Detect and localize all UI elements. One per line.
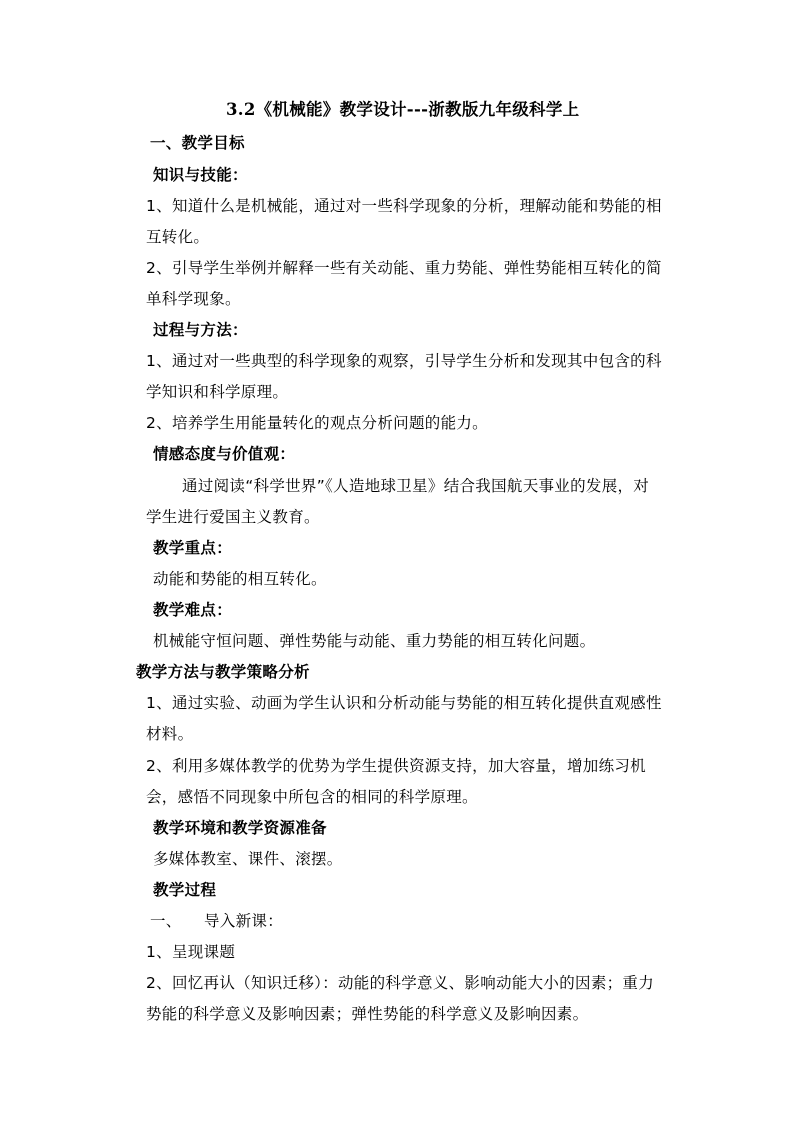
difficulty-heading: 教学难点： bbox=[153, 601, 233, 619]
knowledge-item-1-line-1: 1、知道什么是机械能，通过对一些科学现象的分析，理解动能和势能的相 bbox=[146, 197, 662, 215]
knowledge-item-2-line-1: 2、引导学生举例并解释一些有关动能、重力势能、弹性势能相互转化的简 bbox=[146, 259, 662, 277]
environment-heading: 教学环境和教学资源准备 bbox=[153, 819, 327, 837]
process-item-2: 2、培养学生用能量转化的观点分析问题的能力。 bbox=[146, 414, 488, 432]
difficulty-text: 机械能守恒问题、弹性势能与动能、重力势能的相互转化问题。 bbox=[153, 632, 596, 650]
process-heading: 过程与方法： bbox=[153, 321, 248, 339]
process-item-1-line-1: 1、通过对一些典型的科学现象的观察，引导学生分析和发现其中包含的科 bbox=[146, 352, 662, 370]
intro-text: 导入新课： bbox=[204, 912, 284, 930]
environment-text: 多媒体教室、课件、滚摆。 bbox=[153, 850, 343, 868]
process-item-1-line-2: 学知识和科学原理。 bbox=[146, 383, 289, 401]
intro-number: 一、 bbox=[150, 912, 182, 930]
emotion-text-line-1: 通过阅读“科学世界”《人造地球卫星》结合我国航天事业的发展，对 bbox=[182, 477, 650, 495]
method-item-2-line-2: 会，感悟不同现象中所包含的相同的科学原理。 bbox=[146, 788, 478, 806]
step-2-line-1: 2、回忆再认（知识迁移）：动能的科学意义、影响动能大小的因素；重力 bbox=[146, 974, 655, 992]
teaching-process-heading: 教学过程 bbox=[153, 881, 217, 899]
method-item-1-line-2: 材料。 bbox=[146, 725, 194, 743]
step-2-line-2: 势能的科学意义及影响因素；弹性势能的科学意义及影响因素。 bbox=[146, 1005, 589, 1023]
emotion-heading: 情感态度与价值观： bbox=[153, 445, 296, 463]
emotion-text-line-2: 学生进行爱国主义教育。 bbox=[146, 508, 320, 526]
document-title: 3.2《机械能》教学设计---浙教版九年级科学上 bbox=[226, 100, 580, 119]
objectives-heading: 一、教学目标 bbox=[150, 134, 245, 152]
key-point-heading: 教学重点： bbox=[153, 539, 233, 557]
key-point-text: 动能和势能的相互转化。 bbox=[153, 570, 327, 588]
method-item-1-line-1: 1、通过实验、动画为学生认识和分析动能与势能的相互转化提供直观感性 bbox=[146, 694, 662, 712]
knowledge-item-1-line-2: 互转化。 bbox=[146, 228, 210, 246]
knowledge-item-2-line-2: 单科学现象。 bbox=[146, 290, 241, 308]
step-1: 1、呈现课题 bbox=[146, 943, 236, 961]
knowledge-heading: 知识与技能： bbox=[153, 166, 248, 184]
method-heading: 教学方法与教学策略分析 bbox=[136, 663, 310, 681]
method-item-2-line-1: 2、利用多媒体教学的优势为学生提供资源支持，加大容量，增加练习机 bbox=[146, 757, 646, 775]
